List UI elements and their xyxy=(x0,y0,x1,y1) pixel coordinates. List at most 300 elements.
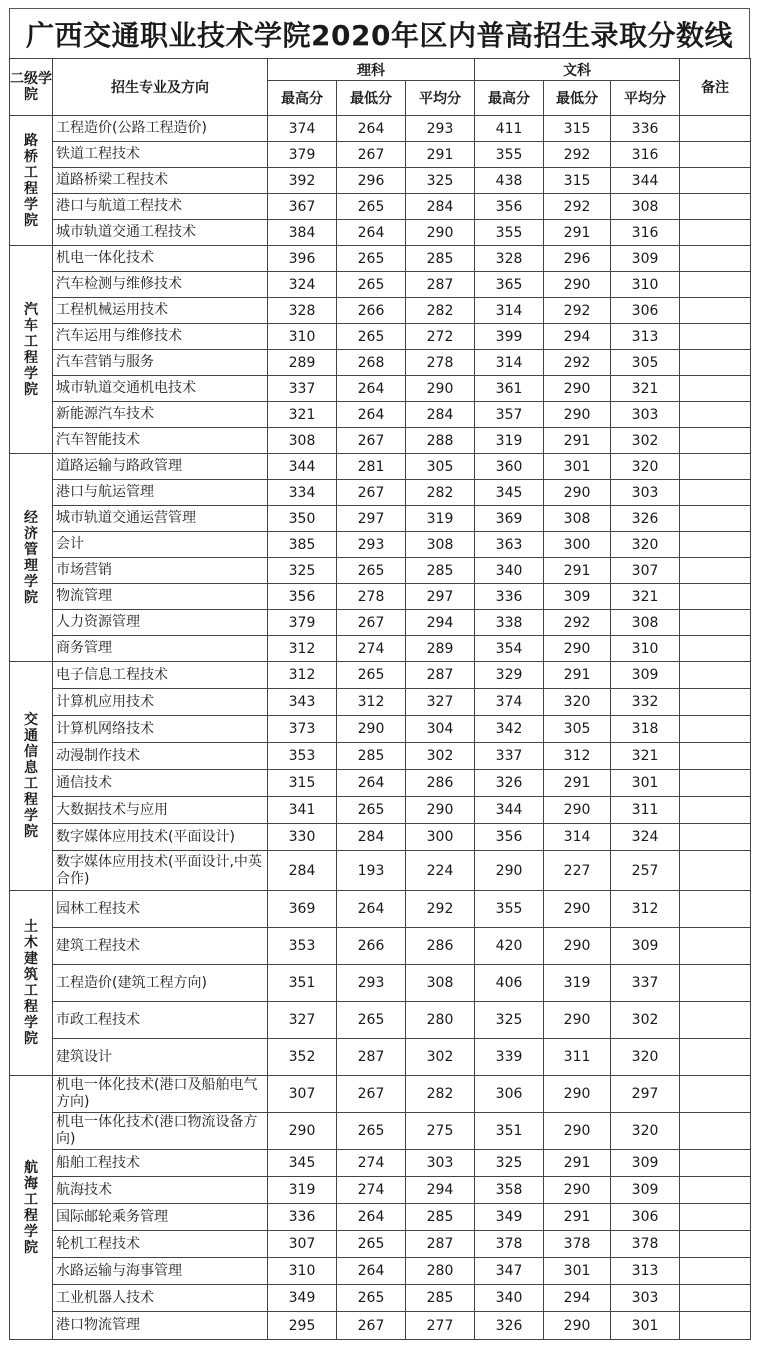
major-name: 会计 xyxy=(53,532,268,558)
science-max-score: 336 xyxy=(268,1204,337,1231)
arts-min-score: 319 xyxy=(544,965,611,1002)
table-row xyxy=(10,558,751,584)
remark-cell xyxy=(680,716,751,743)
arts-max-score: 349 xyxy=(475,1204,544,1231)
science-avg-score: 280 xyxy=(406,1258,475,1285)
table-row xyxy=(10,716,751,743)
table-row xyxy=(10,142,751,168)
table-row xyxy=(10,428,751,454)
arts-min-score: 305 xyxy=(544,716,611,743)
table-row xyxy=(10,1113,751,1150)
arts-avg-score: 320 xyxy=(611,532,680,558)
arts-min-score: 290 xyxy=(544,1076,611,1113)
arts-min-score: 291 xyxy=(544,1150,611,1177)
major-name: 汽车检测与维修技术 xyxy=(53,272,268,298)
science-avg-score: 308 xyxy=(406,965,475,1002)
science-avg-score: 291 xyxy=(406,142,475,168)
science-min-score: 264 xyxy=(337,116,406,142)
college-name-cell xyxy=(10,454,53,662)
science-max-score: 290 xyxy=(268,1113,337,1150)
remark-cell xyxy=(680,246,751,272)
remark-cell xyxy=(680,1204,751,1231)
table-row xyxy=(10,220,751,246)
table-row xyxy=(10,532,751,558)
arts-max-score: 363 xyxy=(475,532,544,558)
arts-min-score: 314 xyxy=(544,824,611,851)
major-name: 建筑设计 xyxy=(53,1039,268,1076)
science-max-score: 379 xyxy=(268,610,337,636)
table-row xyxy=(10,116,751,142)
arts-avg-score: 309 xyxy=(611,1177,680,1204)
arts-min-score: 301 xyxy=(544,454,611,480)
arts-max-score: 319 xyxy=(475,428,544,454)
science-max-score: 337 xyxy=(268,376,337,402)
major-name: 计算机应用技术 xyxy=(53,689,268,716)
arts-min-score: 291 xyxy=(544,558,611,584)
header-arts-avg: 平均分 xyxy=(611,81,680,116)
science-max-score: 310 xyxy=(268,1258,337,1285)
science-max-score: 307 xyxy=(268,1076,337,1113)
major-name: 机电一体化技术(港口物流设备方向) xyxy=(53,1113,268,1150)
major-name: 工程造价(公路工程造价) xyxy=(53,116,268,142)
science-avg-score: 290 xyxy=(406,797,475,824)
table-row xyxy=(10,743,751,770)
remark-cell xyxy=(680,142,751,168)
science-avg-score: 282 xyxy=(406,298,475,324)
arts-avg-score: 303 xyxy=(611,480,680,506)
college-name: 汽车工程学院 xyxy=(24,301,38,398)
major-name: 国际邮轮乘务管理 xyxy=(53,1204,268,1231)
arts-avg-score: 336 xyxy=(611,116,680,142)
table-row xyxy=(10,1177,751,1204)
arts-avg-score: 320 xyxy=(611,1039,680,1076)
science-avg-score: 285 xyxy=(406,1204,475,1231)
arts-max-score: 328 xyxy=(475,246,544,272)
arts-min-score: 312 xyxy=(544,743,611,770)
major-name: 新能源汽车技术 xyxy=(53,402,268,428)
arts-max-score: 339 xyxy=(475,1039,544,1076)
table-header xyxy=(10,59,751,116)
science-min-score: 266 xyxy=(337,928,406,965)
science-max-score: 356 xyxy=(268,584,337,610)
arts-avg-score: 257 xyxy=(611,851,680,891)
table-row xyxy=(10,376,751,402)
arts-avg-score: 344 xyxy=(611,168,680,194)
science-min-score: 285 xyxy=(337,743,406,770)
arts-min-score: 294 xyxy=(544,1285,611,1312)
science-avg-score: 282 xyxy=(406,480,475,506)
table-row xyxy=(10,1204,751,1231)
science-avg-score: 277 xyxy=(406,1312,475,1340)
college-name-cell xyxy=(10,891,53,1076)
science-avg-score: 297 xyxy=(406,584,475,610)
major-name: 铁道工程技术 xyxy=(53,142,268,168)
arts-max-score: 290 xyxy=(475,851,544,891)
arts-min-score: 290 xyxy=(544,891,611,928)
college-name: 路桥工程学院 xyxy=(24,132,38,229)
arts-max-score: 306 xyxy=(475,1076,544,1113)
arts-min-score: 309 xyxy=(544,584,611,610)
arts-min-score: 300 xyxy=(544,532,611,558)
science-min-score: 264 xyxy=(337,891,406,928)
science-max-score: 312 xyxy=(268,662,337,689)
science-min-score: 265 xyxy=(337,797,406,824)
remark-cell xyxy=(680,298,751,324)
science-min-score: 312 xyxy=(337,689,406,716)
science-min-score: 267 xyxy=(337,428,406,454)
arts-max-score: 355 xyxy=(475,220,544,246)
remark-cell xyxy=(680,1231,751,1258)
remark-cell xyxy=(680,194,751,220)
science-avg-score: 319 xyxy=(406,506,475,532)
arts-max-score: 356 xyxy=(475,194,544,220)
science-avg-score: 325 xyxy=(406,168,475,194)
science-min-score: 266 xyxy=(337,298,406,324)
arts-avg-score: 306 xyxy=(611,298,680,324)
table-row xyxy=(10,1150,751,1177)
arts-avg-score: 320 xyxy=(611,454,680,480)
science-avg-score: 300 xyxy=(406,824,475,851)
science-min-score: 267 xyxy=(337,610,406,636)
major-name: 船舶工程技术 xyxy=(53,1150,268,1177)
arts-min-score: 290 xyxy=(544,402,611,428)
science-max-score: 330 xyxy=(268,824,337,851)
science-avg-score: 285 xyxy=(406,246,475,272)
science-min-score: 267 xyxy=(337,1076,406,1113)
science-max-score: 373 xyxy=(268,716,337,743)
arts-avg-score: 313 xyxy=(611,324,680,350)
arts-avg-score: 378 xyxy=(611,1231,680,1258)
remark-cell xyxy=(680,428,751,454)
arts-max-score: 351 xyxy=(475,1113,544,1150)
remark-cell xyxy=(680,1039,751,1076)
arts-max-score: 365 xyxy=(475,272,544,298)
table-row xyxy=(10,246,751,272)
science-min-score: 264 xyxy=(337,220,406,246)
table-body xyxy=(10,116,751,1340)
arts-min-score: 294 xyxy=(544,324,611,350)
science-min-score: 265 xyxy=(337,1113,406,1150)
header-science: 理科 xyxy=(268,59,475,81)
arts-avg-score: 310 xyxy=(611,636,680,662)
college-name-cell xyxy=(10,116,53,246)
arts-min-score: 291 xyxy=(544,770,611,797)
major-name: 人力资源管理 xyxy=(53,610,268,636)
major-name: 园林工程技术 xyxy=(53,891,268,928)
science-min-score: 267 xyxy=(337,142,406,168)
major-name: 水路运输与海事管理 xyxy=(53,1258,268,1285)
header-major: 招生专业及方向 xyxy=(53,59,268,116)
science-min-score: 287 xyxy=(337,1039,406,1076)
science-max-score: 392 xyxy=(268,168,337,194)
arts-max-score: 340 xyxy=(475,558,544,584)
science-min-score: 274 xyxy=(337,636,406,662)
arts-min-score: 290 xyxy=(544,636,611,662)
table-row xyxy=(10,454,751,480)
remark-cell xyxy=(680,168,751,194)
remark-cell xyxy=(680,891,751,928)
arts-max-score: 378 xyxy=(475,1231,544,1258)
table-row xyxy=(10,797,751,824)
college-name-cell xyxy=(10,662,53,891)
table-row xyxy=(10,1312,751,1340)
major-name: 电子信息工程技术 xyxy=(53,662,268,689)
arts-min-score: 301 xyxy=(544,1258,611,1285)
science-min-score: 265 xyxy=(337,558,406,584)
arts-min-score: 291 xyxy=(544,428,611,454)
arts-avg-score: 324 xyxy=(611,824,680,851)
science-max-score: 353 xyxy=(268,928,337,965)
arts-avg-score: 305 xyxy=(611,350,680,376)
science-min-score: 293 xyxy=(337,965,406,1002)
science-min-score: 284 xyxy=(337,824,406,851)
arts-avg-score: 301 xyxy=(611,770,680,797)
arts-max-score: 374 xyxy=(475,689,544,716)
science-avg-score: 303 xyxy=(406,1150,475,1177)
science-max-score: 284 xyxy=(268,851,337,891)
major-name: 机电一体化技术 xyxy=(53,246,268,272)
arts-min-score: 290 xyxy=(544,272,611,298)
science-min-score: 264 xyxy=(337,1258,406,1285)
science-min-score: 265 xyxy=(337,246,406,272)
major-name: 工业机器人技术 xyxy=(53,1285,268,1312)
science-max-score: 374 xyxy=(268,116,337,142)
college-name-cell xyxy=(10,246,53,454)
arts-avg-score: 302 xyxy=(611,428,680,454)
remark-cell xyxy=(680,376,751,402)
science-max-score: 345 xyxy=(268,1150,337,1177)
page-title: 广西交通职业技术学院2020年区内普高招生录取分数线 xyxy=(9,8,750,58)
remark-cell xyxy=(680,1312,751,1340)
science-avg-score: 278 xyxy=(406,350,475,376)
science-avg-score: 302 xyxy=(406,1039,475,1076)
remark-cell xyxy=(680,851,751,891)
remark-cell xyxy=(680,689,751,716)
science-min-score: 264 xyxy=(337,376,406,402)
arts-avg-score: 321 xyxy=(611,376,680,402)
header-science-min: 最低分 xyxy=(337,81,406,116)
arts-max-score: 355 xyxy=(475,142,544,168)
table-row xyxy=(10,662,751,689)
science-max-score: 295 xyxy=(268,1312,337,1340)
table-row xyxy=(10,1039,751,1076)
remark-cell xyxy=(680,324,751,350)
arts-avg-score: 307 xyxy=(611,558,680,584)
remark-cell xyxy=(680,506,751,532)
remark-cell xyxy=(680,272,751,298)
science-max-score: 289 xyxy=(268,350,337,376)
science-max-score: 351 xyxy=(268,965,337,1002)
science-max-score: 310 xyxy=(268,324,337,350)
table-row xyxy=(10,824,751,851)
arts-min-score: 290 xyxy=(544,1113,611,1150)
science-avg-score: 327 xyxy=(406,689,475,716)
major-name: 建筑工程技术 xyxy=(53,928,268,965)
arts-max-score: 438 xyxy=(475,168,544,194)
arts-min-score: 291 xyxy=(544,1204,611,1231)
arts-min-score: 290 xyxy=(544,928,611,965)
college-name: 交通信息工程学院 xyxy=(24,712,38,840)
major-name: 数字媒体应用技术(平面设计,中英合作) xyxy=(53,851,268,891)
arts-avg-score: 332 xyxy=(611,689,680,716)
science-max-score: 396 xyxy=(268,246,337,272)
major-name: 航海技术 xyxy=(53,1177,268,1204)
major-name: 大数据技术与应用 xyxy=(53,797,268,824)
arts-max-score: 325 xyxy=(475,1002,544,1039)
science-avg-score: 272 xyxy=(406,324,475,350)
table-row xyxy=(10,891,751,928)
arts-min-score: 290 xyxy=(544,1002,611,1039)
arts-max-score: 336 xyxy=(475,584,544,610)
science-avg-score: 290 xyxy=(406,220,475,246)
remark-cell xyxy=(680,1150,751,1177)
header-arts-min: 最低分 xyxy=(544,81,611,116)
science-max-score: 369 xyxy=(268,891,337,928)
arts-min-score: 292 xyxy=(544,610,611,636)
table-row xyxy=(10,636,751,662)
remark-cell xyxy=(680,610,751,636)
science-min-score: 265 xyxy=(337,1002,406,1039)
table-row xyxy=(10,168,751,194)
science-avg-score: 289 xyxy=(406,636,475,662)
arts-avg-score: 318 xyxy=(611,716,680,743)
science-max-score: 379 xyxy=(268,142,337,168)
science-avg-score: 304 xyxy=(406,716,475,743)
arts-max-score: 355 xyxy=(475,891,544,928)
major-name: 工程造价(建筑工程方向) xyxy=(53,965,268,1002)
science-min-score: 281 xyxy=(337,454,406,480)
remark-cell xyxy=(680,1002,751,1039)
science-max-score: 321 xyxy=(268,402,337,428)
arts-avg-score: 309 xyxy=(611,1150,680,1177)
science-avg-score: 305 xyxy=(406,454,475,480)
science-max-score: 384 xyxy=(268,220,337,246)
arts-max-score: 360 xyxy=(475,454,544,480)
arts-avg-score: 316 xyxy=(611,142,680,168)
science-min-score: 264 xyxy=(337,1204,406,1231)
major-name: 城市轨道交通机电技术 xyxy=(53,376,268,402)
arts-min-score: 315 xyxy=(544,116,611,142)
arts-max-score: 357 xyxy=(475,402,544,428)
arts-min-score: 308 xyxy=(544,506,611,532)
science-avg-score: 285 xyxy=(406,1285,475,1312)
table-row xyxy=(10,1258,751,1285)
arts-max-score: 337 xyxy=(475,743,544,770)
arts-min-score: 291 xyxy=(544,220,611,246)
remark-cell xyxy=(680,928,751,965)
college-name-cell xyxy=(10,1076,53,1340)
arts-max-score: 420 xyxy=(475,928,544,965)
science-min-score: 278 xyxy=(337,584,406,610)
arts-max-score: 325 xyxy=(475,1150,544,1177)
major-name: 道路桥梁工程技术 xyxy=(53,168,268,194)
arts-min-score: 320 xyxy=(544,689,611,716)
science-max-score: 327 xyxy=(268,1002,337,1039)
science-avg-score: 288 xyxy=(406,428,475,454)
arts-avg-score: 326 xyxy=(611,506,680,532)
arts-min-score: 291 xyxy=(544,662,611,689)
arts-avg-score: 316 xyxy=(611,220,680,246)
major-name: 物流管理 xyxy=(53,584,268,610)
science-max-score: 367 xyxy=(268,194,337,220)
science-min-score: 193 xyxy=(337,851,406,891)
science-min-score: 265 xyxy=(337,662,406,689)
arts-avg-score: 302 xyxy=(611,1002,680,1039)
remark-cell xyxy=(680,1285,751,1312)
major-name: 汽车营销与服务 xyxy=(53,350,268,376)
science-avg-score: 282 xyxy=(406,1076,475,1113)
remark-cell xyxy=(680,636,751,662)
arts-avg-score: 308 xyxy=(611,610,680,636)
science-avg-score: 284 xyxy=(406,194,475,220)
science-max-score: 344 xyxy=(268,454,337,480)
major-name: 市政工程技术 xyxy=(53,1002,268,1039)
arts-min-score: 292 xyxy=(544,142,611,168)
major-name: 数字媒体应用技术(平面设计) xyxy=(53,824,268,851)
science-max-score: 328 xyxy=(268,298,337,324)
table-row xyxy=(10,851,751,891)
major-name: 计算机网络技术 xyxy=(53,716,268,743)
science-min-score: 265 xyxy=(337,272,406,298)
science-avg-score: 294 xyxy=(406,610,475,636)
major-name: 汽车智能技术 xyxy=(53,428,268,454)
header-science-max: 最高分 xyxy=(268,81,337,116)
arts-avg-score: 311 xyxy=(611,797,680,824)
science-max-score: 312 xyxy=(268,636,337,662)
major-name: 港口物流管理 xyxy=(53,1312,268,1340)
arts-min-score: 290 xyxy=(544,1177,611,1204)
science-max-score: 350 xyxy=(268,506,337,532)
table-row xyxy=(10,272,751,298)
arts-max-score: 314 xyxy=(475,298,544,324)
arts-min-score: 290 xyxy=(544,480,611,506)
science-avg-score: 302 xyxy=(406,743,475,770)
arts-max-score: 356 xyxy=(475,824,544,851)
remark-cell xyxy=(680,824,751,851)
college-name: 土木建筑工程学院 xyxy=(24,919,38,1047)
science-max-score: 324 xyxy=(268,272,337,298)
arts-avg-score: 309 xyxy=(611,246,680,272)
science-max-score: 352 xyxy=(268,1039,337,1076)
arts-max-score: 369 xyxy=(475,506,544,532)
arts-avg-score: 297 xyxy=(611,1076,680,1113)
arts-max-score: 361 xyxy=(475,376,544,402)
remark-cell xyxy=(680,1177,751,1204)
arts-avg-score: 303 xyxy=(611,402,680,428)
science-min-score: 293 xyxy=(337,532,406,558)
table-row xyxy=(10,506,751,532)
arts-max-score: 340 xyxy=(475,1285,544,1312)
science-min-score: 267 xyxy=(337,480,406,506)
table-row xyxy=(10,928,751,965)
science-min-score: 274 xyxy=(337,1177,406,1204)
science-avg-score: 285 xyxy=(406,558,475,584)
table-row xyxy=(10,584,751,610)
science-min-score: 290 xyxy=(337,716,406,743)
science-min-score: 264 xyxy=(337,770,406,797)
science-min-score: 265 xyxy=(337,324,406,350)
remark-cell xyxy=(680,965,751,1002)
science-avg-score: 287 xyxy=(406,272,475,298)
science-min-score: 296 xyxy=(337,168,406,194)
major-name: 动漫制作技术 xyxy=(53,743,268,770)
major-name: 工程机械运用技术 xyxy=(53,298,268,324)
remark-cell xyxy=(680,532,751,558)
arts-max-score: 345 xyxy=(475,480,544,506)
science-avg-score: 290 xyxy=(406,376,475,402)
arts-avg-score: 320 xyxy=(611,1113,680,1150)
science-avg-score: 280 xyxy=(406,1002,475,1039)
